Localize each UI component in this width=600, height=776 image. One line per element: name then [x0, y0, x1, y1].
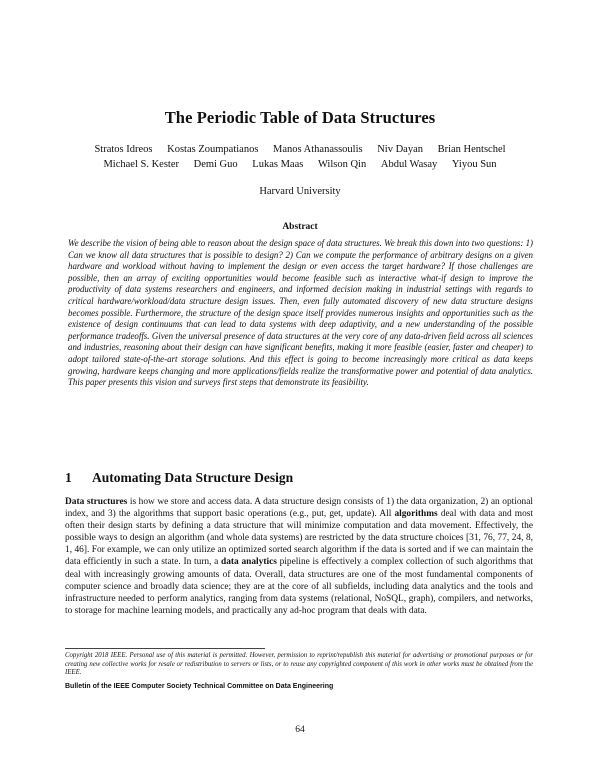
author: Kostas Zoumpatianos [167, 144, 259, 155]
author: Stratos Idreos [94, 144, 153, 155]
page-number: 64 [295, 725, 305, 735]
bold-term: data analytics [221, 557, 277, 568]
author: Brian Hentschel [437, 144, 506, 155]
author-row [0, 157, 600, 172]
author: Lukas Maas [252, 159, 304, 170]
section-title: Automating Data Structure Design [92, 470, 294, 485]
body-text: is how we store and access data. A data structure design consists of 1) the data organization, 2) an optional index, and 3) the algorithms that support basic operations (e.g., put, get, update). All [65, 497, 533, 520]
body-text: deal with data and most often their design starts by defining a data structure that will minimize computation and data movement. Effectively, the possible ways to design an algorithm (and whole data systems) are restricted by the data structure choices [31, 76, 77, 24, 8, 1, 46]. For example, we can only utilize an optimized sorted search algorithm if the data is sorted and if we can maintain the data efficiently in such a state. In turn, a [65, 509, 534, 568]
affiliation: Harvard University [259, 186, 341, 197]
author: Manos Athanassoulis [273, 144, 363, 155]
bold-term: Data structures [65, 497, 128, 507]
author-list [0, 142, 600, 172]
abstract-text: We describe the vision of being able to reason about the design space of data structures. We break this down into two questions: 1) Can we know all data structures that is possible to design? 2) Can we compute the performance of arbitrary designs on a given hardware and workload without having to implement the design or even access the target hardware? If those challenges are possible, then an array of exciting opportunities would become feasible such as interactive what-if design to improve the productivity of data systems researchers and engineers, and informed decision making in industrial settings with regards to critical hardware/workload/data structure design issues. Then, even fully automated discovery of new data structure designs becomes possible. Furthermore, the structure of the design space itself provides numerous insights and opportunities such as the existence of design continuums that can lead to data systems with deep adaptivity, and a new understanding of the possible performance tradeoffs. Given the universal presence of data structures at the very core of any data-driven field across all sciences and industries, reasoning about their design can have significant benefits, making it more feasible (easier, faster and cheaper) to adopt tailored state-of-the-art storage solutions. And this effect is going to become increasingly more critical as data keeps growing, hardware keeps changing and more applications/fields realize the transformative power and potential of data analytics. This paper presents this vision and surveys first steps that demonstrate its feasibility. [68, 238, 533, 388]
author-row [0, 142, 600, 157]
body-text: pipeline is effectively a complex collection of such algorithms that deal with increasingly growing amounts of data. Overall, data structures are one of the most fundamental components of computer science and broadly data science; they are at the core of all subfields, including data analytics and the tools and infrastructure needed to perform analytics, ranging from data systems (relational, NoSQL, graph), compilers, and networks, to storage for machine learning models, and practically any ad-hoc program that deals with data. [65, 557, 534, 616]
author: Yiyou Sun [451, 159, 497, 170]
paper-title: The Periodic Table of Data Structures [164, 108, 436, 127]
bulletin-line: Bulletin of the IEEE Computer Society Technical Committee on Data Engineering [65, 683, 334, 690]
body-paragraph [65, 496, 533, 617]
section-number: 1 [65, 470, 72, 485]
author: Demi Guo [193, 159, 238, 170]
author: Michael S. Kester [103, 159, 179, 170]
author: Niv Dayan [377, 144, 423, 155]
bold-term: algorithms [394, 509, 438, 520]
abstract-heading: Abstract [282, 222, 318, 232]
copyright-notice: Copyright 2018 IEEE. Personal use of this material is permitted. However, permission to reprint/republish this material for advertising or promotional purposes or for creating new collective works for resale or redistribution to servers or lists, or to reuse any copyrighted component of this work in other works must be obtained from the IEEE. [65, 652, 533, 677]
author: Wilson Qin [317, 159, 367, 170]
section-heading [65, 470, 293, 486]
footnote-divider [65, 648, 265, 649]
author: Abdul Wasay [380, 159, 438, 170]
